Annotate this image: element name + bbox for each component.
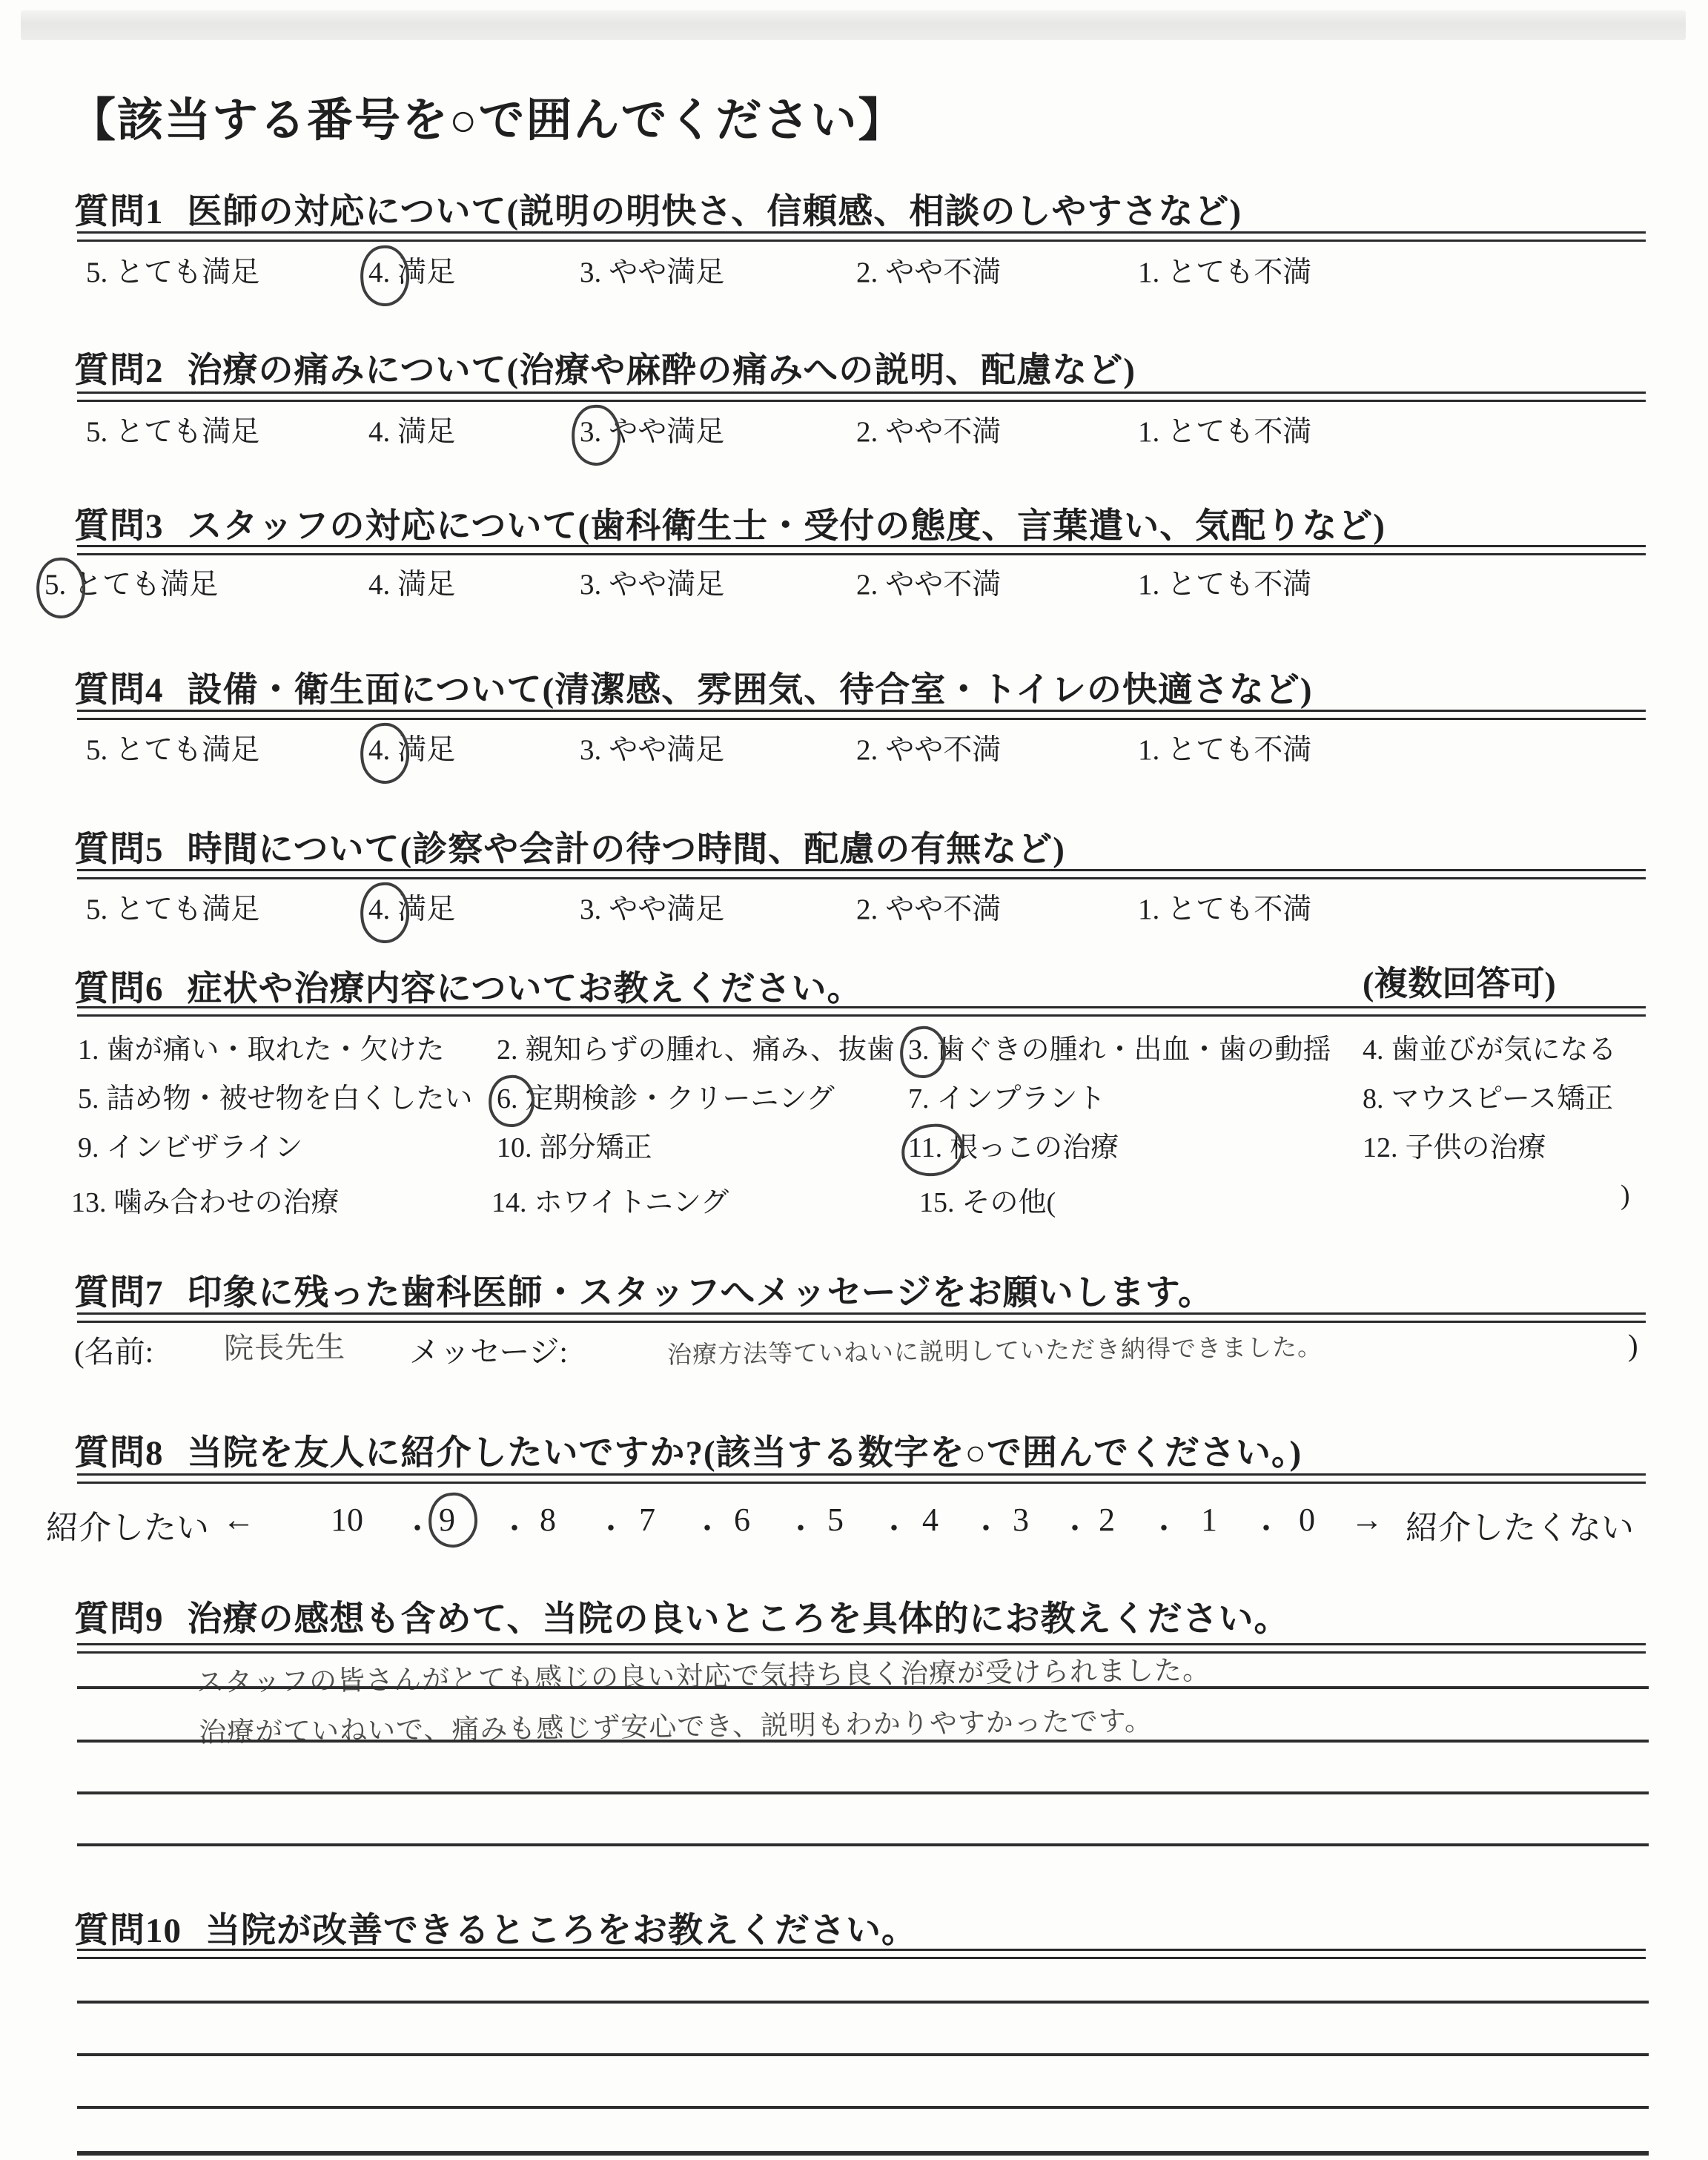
option-number: 5. [86, 416, 108, 448]
option-label: 根っこの治療 [950, 1132, 1119, 1163]
option-label: 歯並びが気になる [1391, 1034, 1617, 1066]
rating-option [1138, 561, 1311, 603]
rating-option [856, 409, 1001, 450]
option-label: とても満足 [115, 257, 260, 288]
scale-number: 5 [827, 1502, 844, 1538]
option-number: 8. [1363, 1083, 1384, 1114]
option-label: 部分矯正 [539, 1132, 652, 1163]
question-number: 質問3 [74, 507, 164, 546]
answer-line [77, 2053, 1649, 2056]
option-label: ホワイトニング [534, 1187, 729, 1218]
symptom-option [78, 1026, 445, 1067]
option-number: 3. [580, 416, 602, 448]
question-number: 質問10 [74, 1912, 182, 1950]
symptom-option-other [919, 1179, 1056, 1220]
answer-line [77, 1686, 1649, 1689]
option-label: 定期検診・クリーニング [525, 1083, 835, 1114]
scale-separator: ・ [1060, 1512, 1090, 1545]
option-number: 1. [1138, 734, 1160, 766]
question-5-header [74, 822, 1065, 871]
rating-option [368, 561, 455, 603]
answer-line [77, 2001, 1649, 2004]
question-4-header [74, 662, 1313, 712]
option-label: やや満足 [609, 894, 725, 925]
option-number: 1. [1138, 894, 1160, 925]
rating-option [856, 727, 1001, 768]
option-number: 1. [78, 1034, 99, 1066]
question-5-options [0, 886, 1708, 934]
rating-option [1138, 727, 1311, 768]
option-label: とても不満 [1167, 734, 1312, 766]
question-title: 印象に残った歯科医師・スタッフへメッセージをお願いします。 [187, 1274, 1214, 1312]
option-label: とても満足 [115, 416, 260, 448]
option-number: 2. [497, 1034, 518, 1066]
option-label: 歯ぐきの腫れ・出血・歯の動揺 [936, 1034, 1331, 1066]
question-title: 当院が改善できるところをお教えください。 [205, 1912, 917, 1950]
symptom-option [1363, 1075, 1613, 1116]
option-label: 満足 [397, 416, 456, 448]
handwritten-message: 治療方法等ていねいに説明していただき納得できました。 [666, 1332, 1323, 1370]
option-number: 10. [497, 1132, 532, 1163]
header-divider [77, 869, 1646, 879]
rating-option [86, 249, 259, 291]
option-label: やや不満 [885, 569, 1002, 601]
other-close-paren: ) [1621, 1180, 1630, 1211]
rating-option [86, 886, 259, 928]
rating-option [1138, 249, 1311, 291]
question-number: 質問7 [74, 1274, 164, 1312]
option-number: 3. [580, 734, 602, 766]
rating-option [86, 727, 259, 768]
scale-number: 0 [1299, 1502, 1315, 1538]
option-number: 4. [368, 416, 391, 448]
option-label: 子供の治療 [1405, 1132, 1546, 1163]
rating-option [580, 561, 724, 603]
option-number: 15. [919, 1187, 955, 1218]
option-number: 2. [856, 257, 878, 288]
right-arrow-icon: → [1351, 1502, 1383, 1538]
scale-separator: ・ [403, 1512, 432, 1545]
symptom-option [497, 1026, 895, 1067]
option-label: やや満足 [609, 416, 725, 448]
handwritten-name: 院長先生 [223, 1330, 346, 1366]
question-number: 質問4 [74, 671, 164, 710]
symptom-option [78, 1075, 473, 1116]
option-number: 5. [44, 569, 67, 601]
rating-option [856, 561, 1001, 603]
option-number: 7. [908, 1083, 930, 1114]
symptom-option [497, 1124, 652, 1165]
scale-left-label: 紹介したい [46, 1510, 209, 1546]
selection-circle [569, 403, 623, 467]
question-8-header [74, 1425, 1302, 1475]
name-label: (名前: [74, 1335, 154, 1369]
question-6-row-1 [0, 1026, 1708, 1074]
question-title: 治療の痛みについて(治療や麻酔の痛みへの説明、配慮など) [187, 351, 1136, 390]
scale-number: 6 [734, 1502, 750, 1538]
symptom-option-selected [908, 1124, 1119, 1165]
left-arrow-icon: ← [222, 1502, 255, 1538]
option-number: 4. [368, 734, 391, 766]
selection-circle [899, 1121, 966, 1178]
question-6-row-2 [0, 1075, 1708, 1123]
option-number: 1. [1138, 569, 1160, 601]
handwritten-answer: スタッフの皆さんがとても感じの良い対応で気持ち良く治療が受けられました。 [196, 1654, 1211, 1699]
option-label: やや満足 [609, 734, 725, 766]
option-number: 5. [86, 894, 108, 925]
rating-option-selected [44, 561, 218, 603]
rating-option [580, 727, 724, 768]
selection-circle [358, 880, 412, 945]
header-divider [77, 1949, 1646, 1959]
option-label: やや不満 [885, 257, 1002, 288]
scale-number: 1 [1201, 1502, 1217, 1538]
answer-line [77, 2106, 1649, 2109]
close-paren: ) [1628, 1328, 1638, 1362]
option-label: 満足 [397, 569, 456, 601]
header-divider [77, 710, 1646, 720]
rating-option [856, 249, 1001, 291]
question-2-options [0, 409, 1708, 456]
question-9-header [74, 1591, 1290, 1641]
handwritten-answer: 治療がていねいで、痛みも感じず安心でき、説明もわかりやすかったです。 [198, 1705, 1153, 1748]
rating-option [856, 886, 1001, 928]
answer-line [77, 2151, 1649, 2156]
header-divider [77, 392, 1646, 402]
option-label: インプラント [936, 1083, 1106, 1114]
option-number: 3. [580, 569, 602, 601]
option-label: マウスピース矯正 [1391, 1083, 1613, 1114]
answer-line [77, 1740, 1649, 1743]
header-divider [77, 545, 1646, 555]
symptom-option-selected [908, 1026, 1331, 1067]
option-label: やや満足 [609, 569, 725, 601]
option-number: 4. [368, 894, 391, 925]
header-divider [77, 1312, 1646, 1323]
rating-option [1138, 886, 1311, 928]
multiple-answers-note: (複数回答可) [1363, 965, 1556, 1003]
option-number: 6. [497, 1083, 518, 1114]
question-1-header [74, 184, 1242, 234]
option-label: 歯が痛い・取れた・欠けた [106, 1034, 445, 1066]
scale-number: 10 [331, 1502, 363, 1538]
question-title: 時間について(診察や会計の待つ時間、配慮の有無など) [187, 830, 1065, 869]
option-label: とても不満 [1167, 416, 1312, 448]
selection-circle [486, 1073, 537, 1129]
option-number: 5. [86, 734, 108, 766]
scale-separator: ・ [1149, 1512, 1179, 1545]
option-number: 11. [908, 1132, 943, 1163]
scale-separator: ・ [1251, 1512, 1281, 1545]
question-6-row-4 [0, 1179, 1708, 1226]
option-number: 3. [908, 1034, 930, 1066]
scale-number-selected [439, 1501, 455, 1539]
question-number: 質問2 [74, 351, 164, 390]
option-number: 1. [1138, 257, 1160, 288]
option-label: とても満足 [115, 894, 260, 925]
question-6-row-3 [0, 1124, 1708, 1172]
nps-scale-row [0, 1501, 1708, 1553]
option-label: 詰め物・被せ物を白くしたい [106, 1083, 473, 1114]
scale-separator: ・ [971, 1512, 1001, 1545]
option-label: 噛み合わせの治療 [113, 1187, 340, 1218]
selection-circle [358, 721, 412, 785]
option-number: 4. [368, 257, 391, 288]
rating-option [580, 249, 724, 291]
option-label: 親知らずの腫れ、痛み、抜歯 [525, 1034, 896, 1066]
question-1-options [0, 249, 1708, 297]
scale-separator: ・ [879, 1512, 909, 1545]
question-3-header [74, 498, 1386, 548]
rating-option [1138, 409, 1311, 450]
scale-number: 4 [922, 1502, 939, 1538]
question-3-options [0, 561, 1708, 609]
option-label: 満足 [397, 257, 456, 288]
scan-artifact-bar [21, 10, 1686, 40]
option-number: 13. [71, 1187, 107, 1218]
symptom-option [1363, 1124, 1546, 1165]
option-label: その他( [961, 1187, 1056, 1218]
scale-number: 2 [1099, 1502, 1115, 1538]
selection-circle [34, 555, 88, 620]
page-title: 【該当する番号を○で囲んでください】 [70, 96, 906, 146]
scale-separator: ・ [500, 1512, 529, 1545]
header-divider [77, 231, 1646, 242]
question-number: 質問6 [74, 970, 164, 1008]
option-label: とても不満 [1167, 894, 1312, 925]
option-number: 1. [1138, 416, 1160, 448]
scale-separator: ・ [786, 1512, 815, 1545]
question-number: 質問9 [74, 1600, 164, 1639]
question-title: 医師の対応について(説明の明快さ、信頼感、相談のしやすさなど) [187, 193, 1242, 231]
rating-option [86, 409, 259, 450]
symptom-option [908, 1075, 1106, 1116]
rating-option [580, 886, 724, 928]
option-number: 14. [491, 1187, 527, 1218]
question-title: 治療の感想も含めて、当院の良いところを具体的にお教えください。 [187, 1600, 1290, 1639]
option-label: やや満足 [609, 257, 725, 288]
option-label: やや不満 [885, 416, 1002, 448]
symptom-option [78, 1124, 302, 1165]
option-number: 4. [1363, 1034, 1384, 1066]
rating-option-selected [368, 249, 455, 291]
symptom-option [71, 1179, 340, 1220]
option-label: とても不満 [1167, 569, 1312, 601]
option-label: 満足 [397, 734, 456, 766]
selection-circle [426, 1490, 480, 1549]
selection-circle [358, 243, 412, 308]
option-number: 3. [580, 257, 602, 288]
option-label: 満足 [397, 894, 456, 925]
option-number: 2. [856, 416, 878, 448]
scale-number: 7 [639, 1502, 655, 1538]
option-label: とても不満 [1167, 257, 1312, 288]
question-title: スタッフの対応について(歯科衛生士・受付の態度、言葉遣い、気配りなど) [187, 507, 1386, 546]
question-10-header [74, 1903, 917, 1952]
option-label: インビザライン [106, 1132, 303, 1163]
question-title: 当院を友人に紹介したいですか?(該当する数字を○で囲んでください。) [187, 1434, 1302, 1473]
rating-option-selected [368, 886, 455, 928]
question-title: 症状や治療内容についてお教えください。 [187, 970, 863, 1008]
option-number: 5. [78, 1083, 99, 1114]
option-number: 2. [856, 569, 878, 601]
question-7-header [74, 1265, 1214, 1315]
symptom-option-selected [497, 1075, 835, 1116]
header-divider [77, 1006, 1646, 1017]
scale-number: 9 [439, 1502, 455, 1538]
message-label: メッセージ: [409, 1335, 568, 1369]
selection-circle [898, 1024, 948, 1080]
rating-option-selected [580, 409, 724, 450]
option-number: 4. [368, 569, 391, 601]
header-divider [77, 1473, 1646, 1484]
question-number: 質問5 [74, 830, 164, 869]
scale-right-label: 紹介したくない [1406, 1510, 1634, 1546]
question-number: 質問1 [74, 193, 164, 231]
question-title: 設備・衛生面について(清潔感、雰囲気、待合室・トイレの快適さなど) [187, 671, 1313, 710]
rating-option [368, 409, 455, 450]
option-number: 2. [856, 734, 878, 766]
scale-separator: ・ [596, 1512, 626, 1545]
question-number: 質問8 [74, 1434, 164, 1473]
rating-option-selected [368, 727, 455, 768]
option-number: 9. [78, 1132, 99, 1163]
option-number: 2. [856, 894, 878, 925]
scale-number: 8 [540, 1502, 556, 1538]
option-label: とても満足 [73, 569, 219, 601]
question-2-header [74, 343, 1136, 392]
answer-line [77, 1843, 1649, 1846]
question-6-header [74, 961, 863, 1011]
symptom-option [1363, 1026, 1617, 1067]
option-label: とても満足 [115, 734, 260, 766]
option-label: やや不満 [885, 734, 1002, 766]
scale-separator: ・ [692, 1512, 722, 1545]
question-4-options [0, 727, 1708, 774]
symptom-option [491, 1179, 729, 1220]
scale-number: 3 [1013, 1502, 1029, 1538]
option-label: やや不満 [885, 894, 1002, 925]
answer-line [77, 1791, 1649, 1794]
option-number: 5. [86, 257, 108, 288]
question-7-answer-row [0, 1327, 1708, 1379]
option-number: 3. [580, 894, 602, 925]
option-number: 12. [1363, 1132, 1398, 1163]
